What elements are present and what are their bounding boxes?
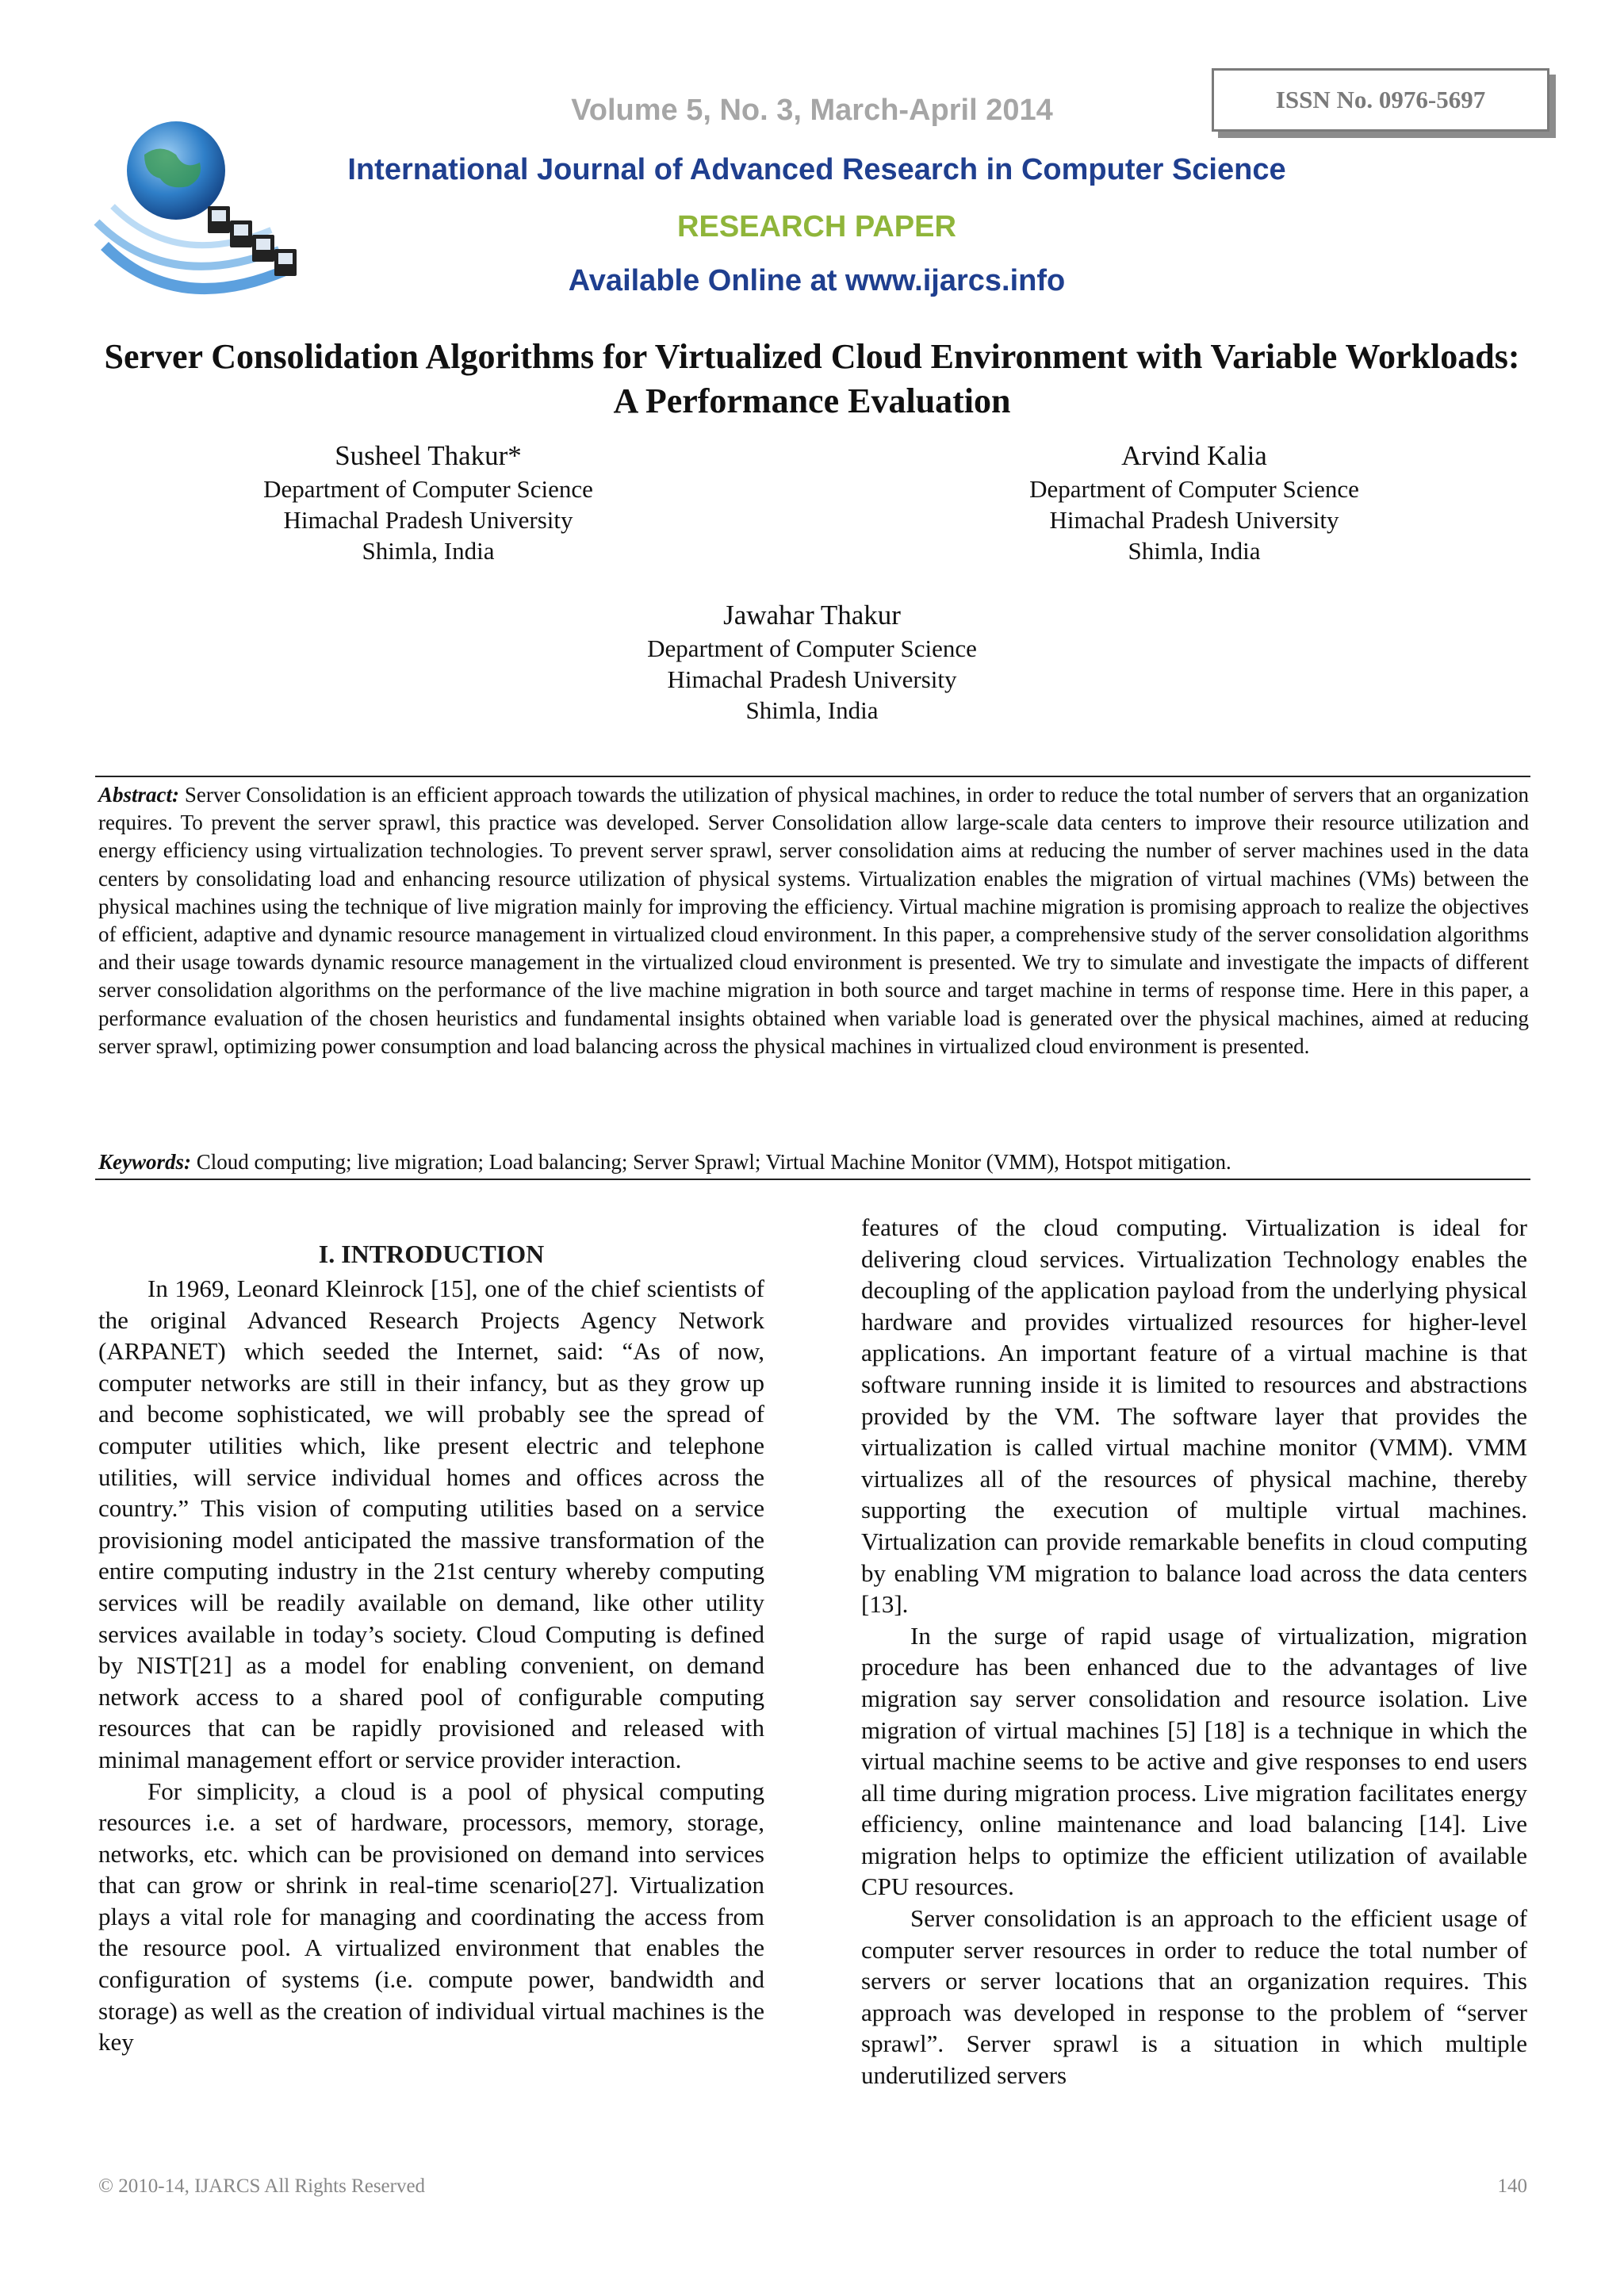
author-block: [956, 439, 1432, 566]
volume-info: Volume 5, No. 3, March-April 2014: [571, 94, 1053, 127]
keywords-label: Keywords:: [98, 1150, 191, 1174]
author-location: Shimla, India: [1128, 537, 1261, 565]
abstract-top-rule: [95, 776, 1530, 777]
journal-name: International Journal of Advanced Research in Computer Science: [347, 153, 1286, 186]
keywords-text: Cloud computing; live migration; Load balancing; Server Sprawl; Virtual Machine Monitor (VMM), Hotspot mitigation.: [196, 1150, 1231, 1174]
author-name: Arvind Kalia: [1121, 440, 1267, 471]
page-number: 140: [1497, 2175, 1527, 2197]
footer-copyright: © 2010-14, IJARCS All Rights Reserved: [98, 2175, 426, 2197]
online-availability: Available Online at www.ijarcs.info: [568, 264, 1066, 297]
paper-title: Server Consolidation Algorithms for Virtualized Cloud Environment with Variable Workloads: A Performance Evaluation: [104, 337, 1520, 420]
author-department: Department of Computer Science: [263, 475, 593, 503]
author-department: Department of Computer Science: [647, 634, 977, 662]
author-name: Jawahar Thakur: [723, 600, 901, 631]
globe-logo-icon: [89, 111, 311, 309]
author-block: [574, 598, 1050, 726]
paragraph: features of the cloud computing. Virtualization is ideal for delivering cloud services. Virtualization Technology enables the decoupling of the application payload from the underlying physical hardware and provides virtualized resources for higher-level applications. An important feature of a virtual machine is that software running inside it is limited to resources and abstractions provided by the VM. The software layer that provides the virtualization is called virtual machine monitor (VMM). VMM virtualizes all of the resources of physical machine, thereby supporting the execution of multiple virtual machines. Virtualization can provide remarkable benefits in cloud computing by enabling VM migration to balance load across the data centers [13].: [861, 1213, 1527, 1619]
abstract: [98, 781, 1529, 1060]
issn-number: ISSN No. 0976-5697: [1275, 86, 1486, 113]
author-location: Shimla, India: [362, 537, 495, 565]
author-location: Shimla, India: [745, 696, 879, 724]
paper-type-label: RESEARCH PAPER: [677, 210, 956, 243]
abstract-label: Abstract:: [98, 783, 180, 807]
paragraph: For simplicity, a cloud is a pool of physical computing resources i.e. a set of hardware, processors, memory, storage, networks, etc. which can be provisioned on demand into services that can grow or shrink in real-time scenario[27]. Virtualization plays a vital role for managing and coordinating the access from the resource pool. A virtualized environment that enables the configuration of systems (i.e. compute power, bandwidth and storage) as well as the creation of individual virtual machines is the key: [98, 1777, 764, 2056]
author-university: Himachal Pradesh University: [667, 665, 957, 693]
author-name: Susheel Thakur*: [335, 440, 522, 471]
author-university: Himachal Pradesh University: [283, 506, 573, 534]
section-heading: I. INTRODUCTION: [318, 1240, 545, 1268]
abstract-text: Server Consolidation is an efficient approach towards the utilization of physical machines, in order to reduce the total number of servers that an organization requires. To prevent the server sprawl, this practice was developed. Server Consolidation allow large-scale data centers to improve their resource utilization and energy efficiency using virtualization technologies. To prevent server sprawl, server consolidation aims at reducing the number of server machines used in the data centers by consolidating load and enhancing resource utilization of physical systems. Virtualization enables the migration of virtual machines (VMs) between the physical machines using the technique of live migration mainly for improving the efficiency. Virtual machine migration is promising approach to realize the objectives of efficient, adaptive and dynamic resource management in virtualized cloud environment. In this paper, a comprehensive study of the server consolidation algorithms and their usage towards dynamic resource management in the virtualized cloud environment is presented. We try to simulate and investigate the impacts of different server consolidation algorithms on the performance of the live machine migration in both source and target machine in terms of response time. Here in this paper, a performance evaluation of the chosen heuristics and fundamental insights obtained when variable load is generated over the physical machines, aimed at reducing server sprawl, optimizing power consumption and load balancing across the physical machines in virtualized cloud environment is presented.: [98, 783, 1530, 1058]
author-department: Department of Computer Science: [1029, 475, 1359, 503]
abstract-bottom-rule: [95, 1179, 1530, 1180]
author-block: [190, 439, 666, 566]
keywords: [98, 1148, 1529, 1176]
paragraph: In 1969, Leonard Kleinrock [15], one of the chief scientists of the original Advanced Research Projects Agency Network (ARPANET) which seeded the Internet, said: “As of now, computer networks are still in their infancy, but as they grow up and become sophisticated, we will probably see the spread of computer utilities which, like present electric and telephone utilities, will service individual homes and offices across the country.” This vision of computing utilities based on a service provisioning model anticipated the massive transformation of the entire computing industry in the 21st century whereby computing services will be readily available on demand, like other utility services available in today’s society. Cloud Computing is defined by NIST[21] as a model for enabling convenient, on demand network access to a shared pool of configurable computing resources that can be rapidly provisioned and released with minimal management effort or service provider interaction.: [98, 1274, 764, 1773]
journal-logo: [89, 111, 311, 309]
paragraph: Server consolidation is an approach to the efficient usage of computer server resources in order to reduce the total number of servers or server locations that an organization requires. This approach was developed in response to the problem of “server sprawl”. Server sprawl is a situation in which multiple underutilized servers: [861, 1904, 1527, 2090]
left-column: [98, 1273, 764, 2058]
author-university: Himachal Pradesh University: [1049, 506, 1339, 534]
paragraph: In the surge of rapid usage of virtualization, migration procedure has been enhanced due to the advantages of live migration say server consolidation and resource isolation. Live migration of virtual machines [5] [18] is a technique in which the virtual machine seems to be active and give responses to end users all time during migration process. Live migration facilitates energy efficiency, online maintenance and load balancing [14]. Live migration helps to optimize the efficient utilization of available CPU resources.: [861, 1621, 1527, 1901]
right-column: [861, 1212, 1527, 2091]
